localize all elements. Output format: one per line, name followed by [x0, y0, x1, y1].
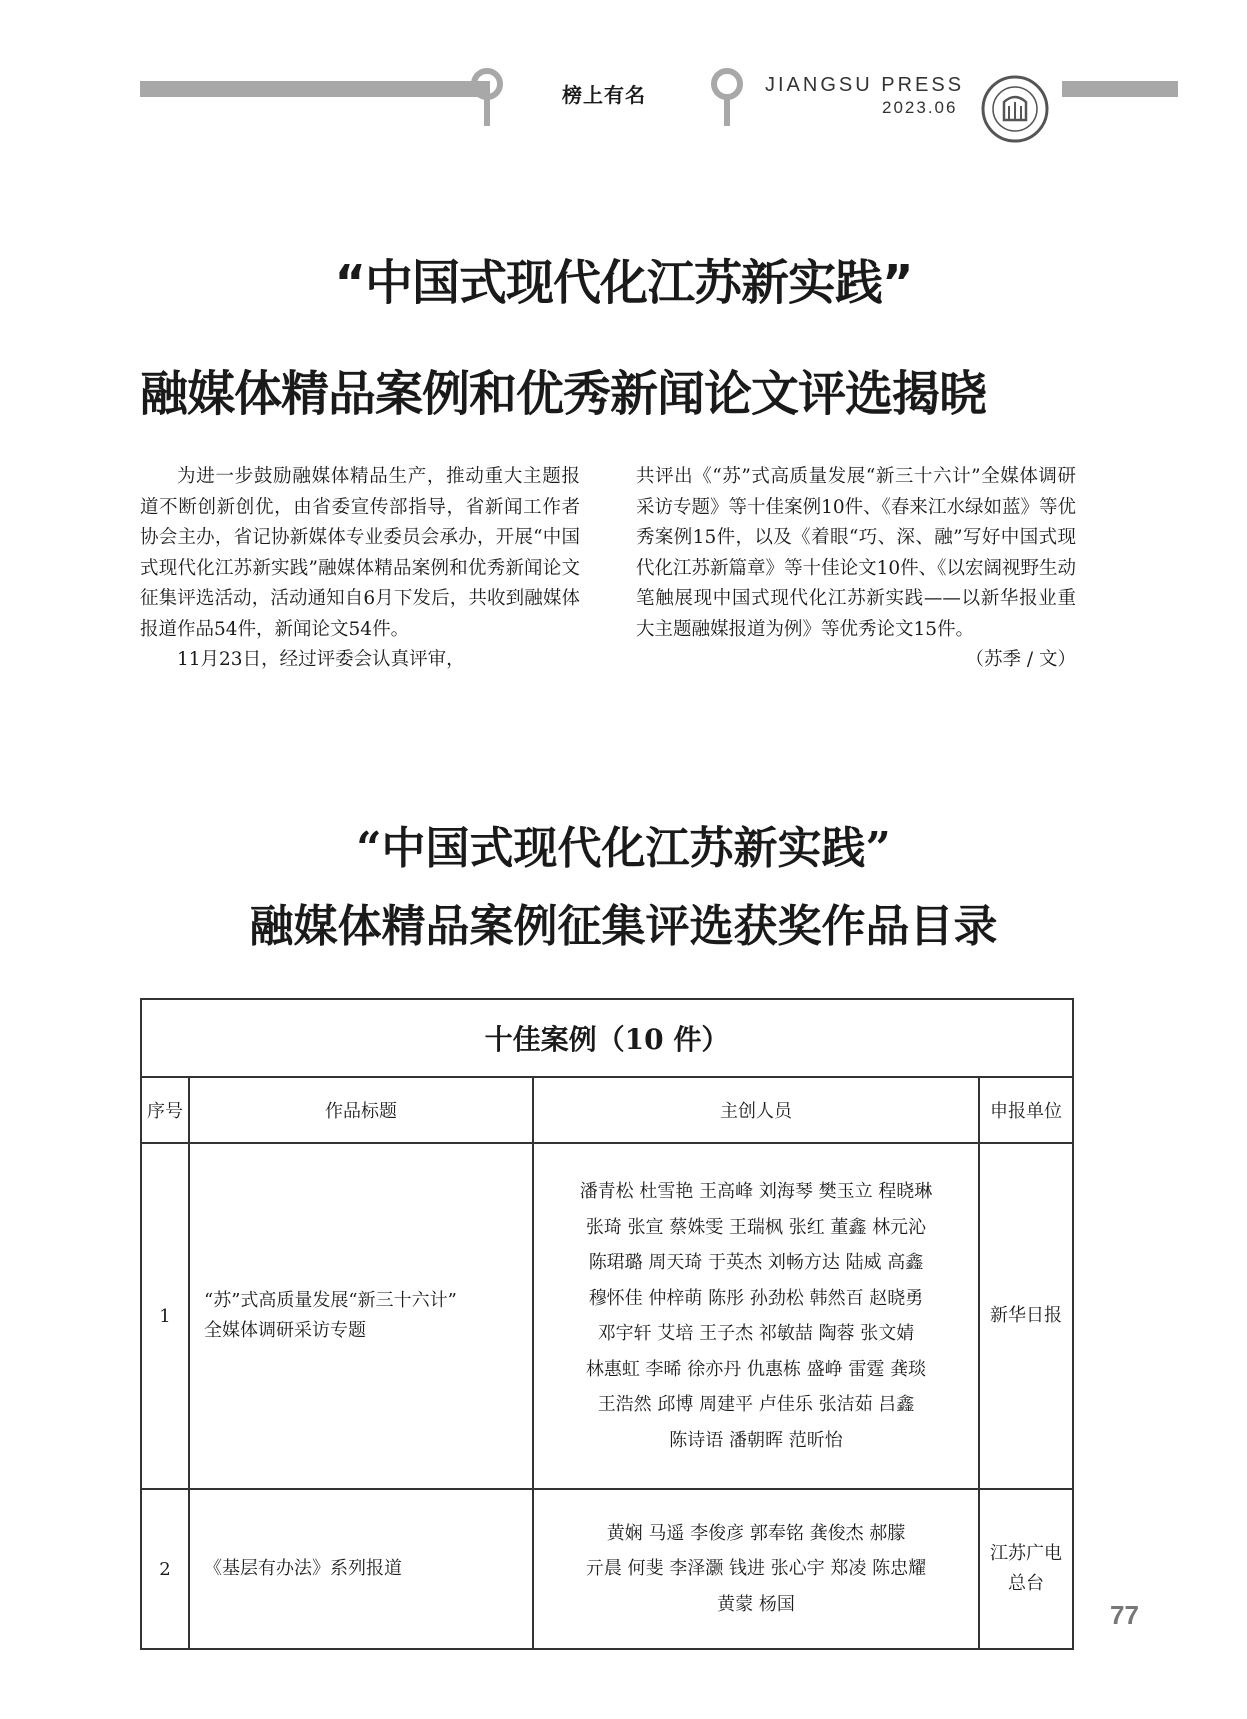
table-header-row [141, 1077, 1073, 1143]
table-row [141, 1143, 1073, 1489]
row-number: 1 [141, 1143, 189, 1489]
creators-line: 黄蒙 杨国 [717, 1593, 795, 1615]
press-association-logo [980, 74, 1050, 144]
location-pin-icon [470, 68, 504, 126]
submitting-unit [979, 1143, 1073, 1489]
article-title-line1: “中国式现代化江苏新实践” [334, 255, 913, 311]
creators-line: 张琦 张宣 蔡姝雯 王瑞枫 张红 董鑫 林元沁 [585, 1216, 927, 1238]
creators-line: 陈诗语 潘朝晖 范昕怡 [669, 1429, 843, 1451]
row-number: 2 [141, 1489, 189, 1649]
issue-number: 2023.06 [882, 98, 958, 117]
unit-line: 新华日报 [990, 1305, 1063, 1326]
work-title-line: 《基层有办法》系列报道 [204, 1558, 402, 1579]
creators-line: 亓晨 何斐 李泽灏 钱进 张心宇 郑凌 陈忠耀 [585, 1558, 927, 1580]
column-header-title: 作品标题 [189, 1077, 533, 1143]
article-byline: （苏季 / 文） [965, 649, 1076, 670]
page-number: 77 [1110, 1600, 1139, 1630]
work-title-line: 全媒体调研采访专题 [204, 1320, 366, 1341]
creators-line: 黄娴 马遥 李俊彦 郭奉铭 龚俊杰 郝朦 [606, 1522, 906, 1544]
column-header-unit: 申报单位 [979, 1077, 1073, 1143]
article-paragraph: 11月23日，经过评委会认真评审， [177, 649, 465, 670]
article-title-line2: 融媒体精品案例和优秀新闻论文评选揭晓 [140, 366, 987, 422]
location-pin-icon [710, 68, 744, 126]
submitting-unit [979, 1489, 1073, 1649]
work-title [189, 1143, 533, 1489]
article-column-left [140, 462, 580, 676]
catalog-title-line2: 融媒体精品案例征集评选获奖作品目录 [249, 901, 998, 952]
table-row [141, 1489, 1073, 1649]
catalog-title-line1: “中国式现代化江苏新实践” [356, 823, 891, 874]
column-header-number: 序号 [141, 1077, 189, 1143]
creators-line: 王浩然 邱博 周建平 卢佳乐 张洁茹 吕鑫 [597, 1394, 915, 1415]
header-bar-left [140, 81, 490, 97]
unit-line: 江苏广电 [990, 1543, 1063, 1564]
header-bar-right [1062, 81, 1178, 97]
unit-line: 总台 [1008, 1573, 1045, 1594]
article-paragraph: 为进一步鼓励融媒体精品生产，推动重大主题报道不断创新创优，由省委宣传部指导，省新闻工作者协会主办，省记协新媒体专业委员会承办，开展“中国式现代化江苏新实践”融媒体精品案例和优秀新闻论文征集评选活动，活动通知自6月下发后，共收到融媒体报道作品54件，新闻论文54件。 [140, 466, 580, 640]
article-paragraph: 共评出《“苏”式高质量发展“新三十六计”全媒体调研采访专题》等十佳案例10件、《春来江水绿如蓝》等优秀案例15件，以及《着眼“巧、深、融”写好中国式现代化江苏新篇章》等十佳论文10件、《以宏阔视野生动笔触展现中国式现代化江苏新实践——以新华报业重大主题融媒报道为例》等优秀论文15件。 [636, 466, 1076, 640]
award-table [140, 998, 1074, 1650]
article-column-right [636, 462, 1076, 676]
column-header-creators: 主创人员 [533, 1077, 979, 1143]
creators-line: 潘青松 杜雪艳 王高峰 刘海琴 樊玉立 程晓琳 [579, 1181, 933, 1202]
creators-line: 陈珺璐 周天琦 于英杰 刘畅方达 陆威 高鑫 [588, 1252, 924, 1273]
table-caption: 十佳案例（10 件） [141, 999, 1073, 1077]
press-name: JIANGSU PRESS [765, 74, 965, 96]
section-name: 榜上有名 [562, 83, 646, 107]
creators-list [533, 1489, 979, 1649]
creators-line: 林惠虹 李晞 徐亦丹 仇惠栋 盛峥 雷霆 龚琰 [585, 1358, 927, 1380]
creators-line: 穆怀佳 仲梓萌 陈彤 孙劲松 韩然百 赵晓勇 [588, 1287, 924, 1309]
work-title-line: “苏”式高质量发展“新三十六计” [204, 1290, 457, 1311]
creators-line: 邓宇轩 艾培 王子杰 祁敏喆 陶蓉 张文婧 [597, 1323, 915, 1344]
work-title [189, 1489, 533, 1649]
creators-list [533, 1143, 979, 1489]
